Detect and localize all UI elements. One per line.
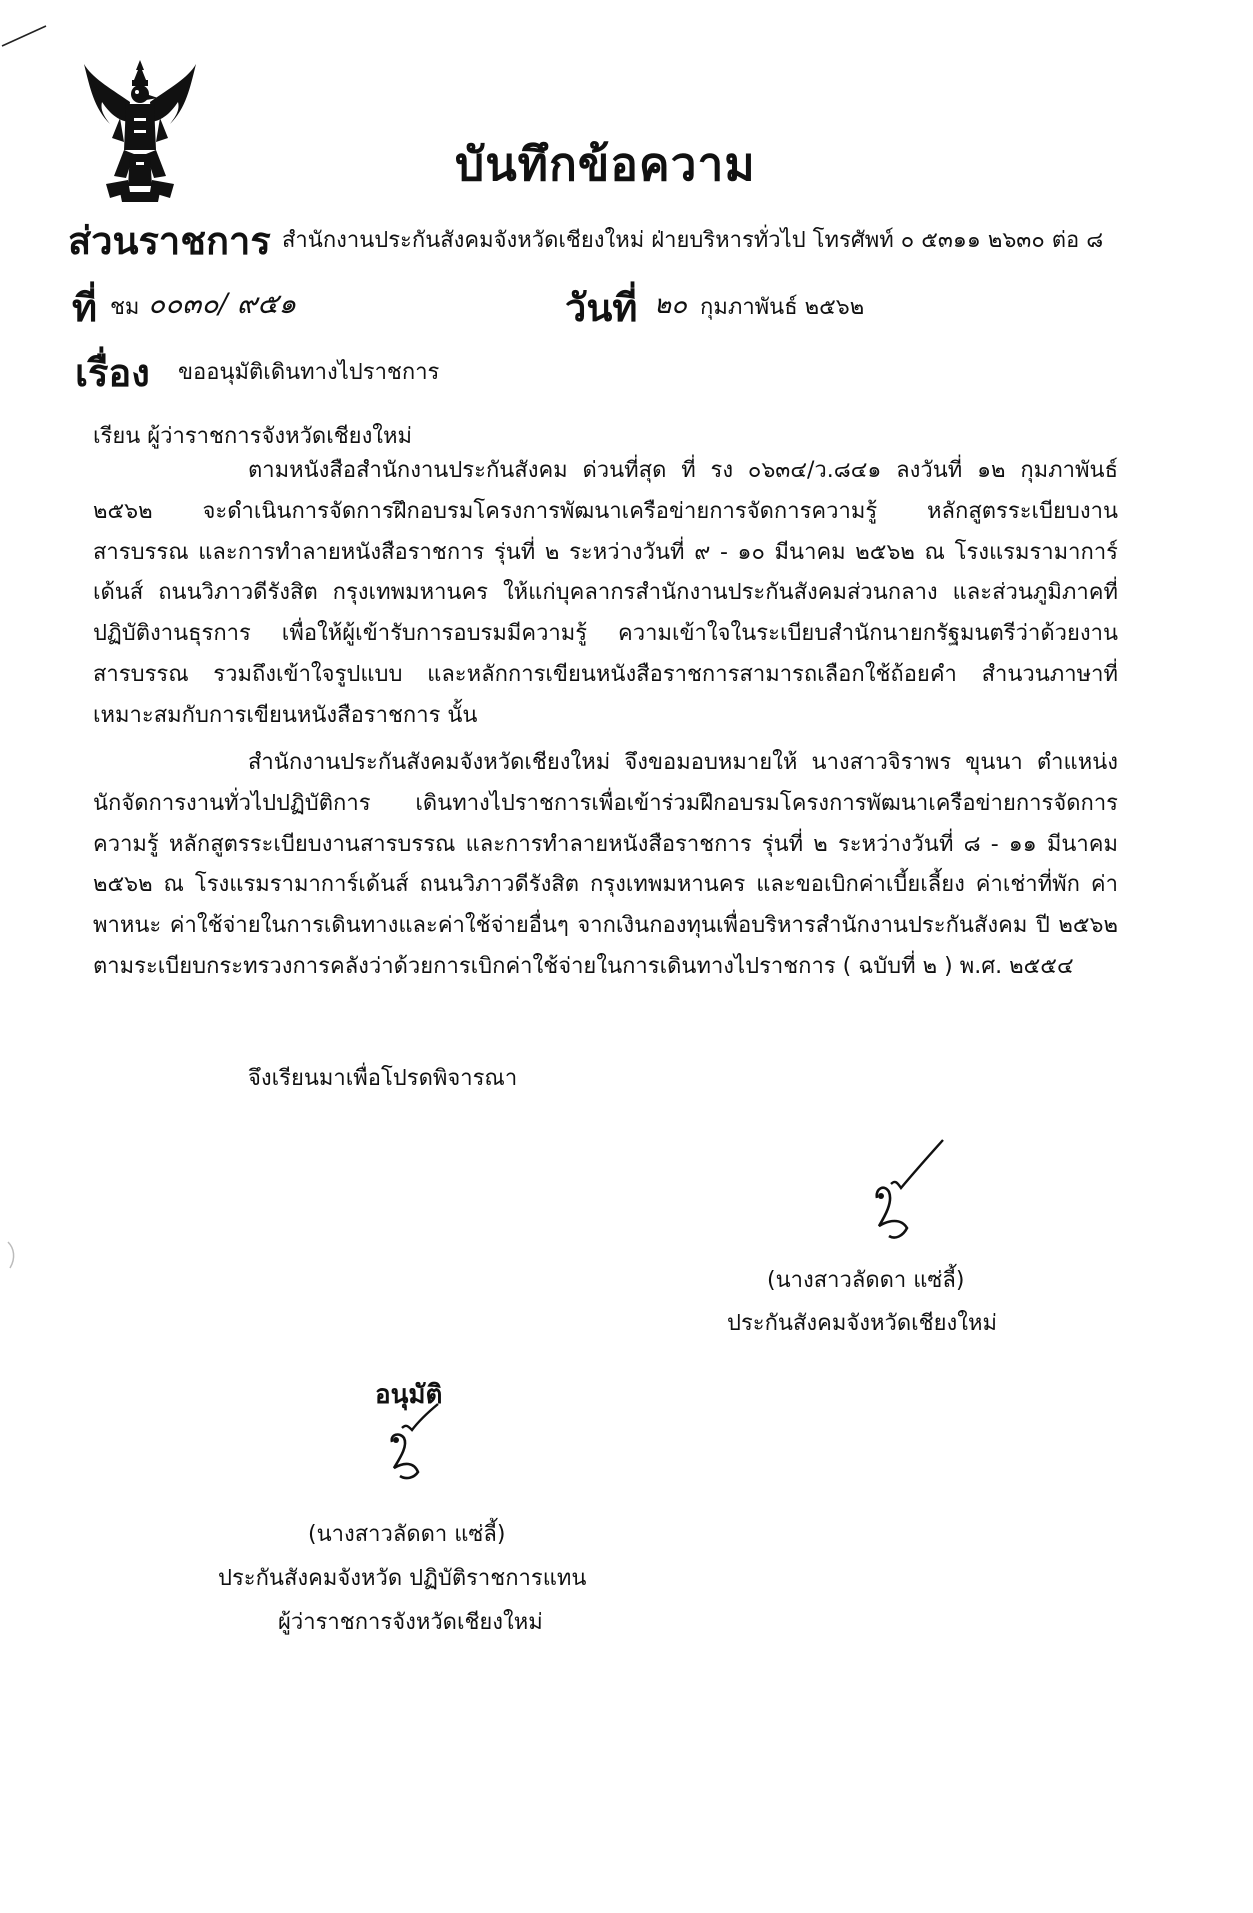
signer-1-name: (นางสาวลัดดา แซ่ลี้) <box>767 1268 965 1293</box>
body-paragraph-1: ตามหนังสือสำนักงานประกันสังคม ด่วนที่สุด ที่ รง ๐๖๓๔/ว.๘๔๑ ลงวันที่ ๑๒ กุมภาพันธ์ ๒๕๖๒ จะดำเนินการจัดการฝึกอบรมโครงการพัฒนาเครือข่ายการจัดการความรู้ หลักสูตรระเบียบงานสารบรรณ และการทำลายหนังสือราชการ รุ่นที่ ๒ ระหว่างวันที่ ๙ - ๑๐ มีนาคม ๒๕๖๒ ณ โรงแรมรามาการ์เด้นส์ ถนนวิภาวดีรังสิต กรุงเทพมหานคร ให้แก่บุคลากรสำนักงานประกันสังคมส่วนกลาง และส่วนภูมิภาคที่ปฏิบัติงานธุรการ เพื่อให้ผู้เข้ารับการอบรมมีความรู้ ความเข้าใจในระเบียบสำนักนายกรัฐมนตรีว่าด้วยงานสารบรรณ รวมถึงเข้าใจรูปแบบ และหลักการเขียนหนังสือราชการสามารถเลือกใช้ถ้อยคำ สำนวนภาษาที่เหมาะสมกับการเขียนหนังสือราชการ นั้น <box>93 458 1118 728</box>
document-title: บันทึกข้อความ <box>455 137 756 191</box>
document-number: ๐๐๓๐/ ๙๕๑ <box>148 287 297 320</box>
signature-1-handwritten <box>855 1136 945 1246</box>
body-paragraph-2: สำนักงานประกันสังคมจังหวัดเชียงใหม่ จึงขอมอบหมายให้ นางสาวจิราพร ขุนนา ตำแหน่ง นักจัดการงานทั่วไปปฏิบัติการ เดินทางไปราชการเพื่อเข้าร่วมฝึกอบรมโครงการพัฒนาเครือข่ายการจัดการความรู้ หลักสูตรระเบียบงานสารบรรณ และการทำลายหนังสือราชการ รุ่นที่ ๒ ระหว่างวันที่ ๘ - ๑๑ มีนาคม ๒๕๖๒ ณ โรงแรมรามาการ์เด้นส์ ถนนวิภาวดีรังสิต กรุงเทพมหานคร และขอเบิกค่าเบี้ยเลี้ยง ค่าเช่าที่พัก ค่าพาหนะ ค่าใช้จ่ายในการเดินทางและค่าใช้จ่ายอื่นๆ จากเงินกองทุนเพื่อบริหารสำนักงานประกันสังคม ปี ๒๕๖๒ ตามระเบียบกระทรวงการคลังว่าด้วยการเบิกค่าใช้จ่ายในการเดินทางไปราชการ ( ฉบับที่ ๒ ) พ.ศ. ๒๕๕๔ <box>93 750 1118 979</box>
scan-stroke-mark <box>0 20 48 50</box>
salutation: เรียน ผู้ว่าราชการจังหวัดเชียงใหม่ <box>93 424 413 449</box>
approval-label: อนุมัติ <box>375 1380 443 1410</box>
subject-label: เรื่อง <box>75 351 150 395</box>
date-day: ๒๐ <box>654 290 688 320</box>
department-value: สำนักงานประกันสังคมจังหวัดเชียงใหม่ ฝ่ายบริหารทั่วไป โทรศัพท์ ๐ ๕๓๑๑ ๒๖๓๐ ต่อ ๘ <box>282 228 1104 253</box>
date-label: วันที่ <box>565 286 638 330</box>
signer-2-name: (นางสาวลัดดา แซ่ลี้) <box>308 1522 506 1547</box>
closing-line: จึงเรียนมาเพื่อโปรดพิจารณา <box>248 1066 518 1091</box>
signer-2-position-line-2: ผู้ว่าราชการจังหวัดเชียงใหม่ <box>278 1610 543 1635</box>
date-month-year: กุมภาพันธ์ ๒๕๖๒ <box>700 295 865 320</box>
number-prefix: ชม <box>110 295 140 320</box>
number-label: ที่ <box>72 286 98 330</box>
signer-2-position-line-1: ประกันสังคมจังหวัด ปฏิบัติราชการแทน <box>218 1566 587 1591</box>
department-label: ส่วนราชการ <box>68 219 271 263</box>
signer-1-position: ประกันสังคมจังหวัดเชียงใหม่ <box>727 1311 997 1336</box>
signature-2-handwritten <box>378 1402 448 1482</box>
subject-value: ขออนุมัติเดินทางไปราชการ <box>178 360 440 385</box>
scan-edge-artifact <box>4 1240 22 1270</box>
garuda-emblem-icon <box>80 58 200 202</box>
